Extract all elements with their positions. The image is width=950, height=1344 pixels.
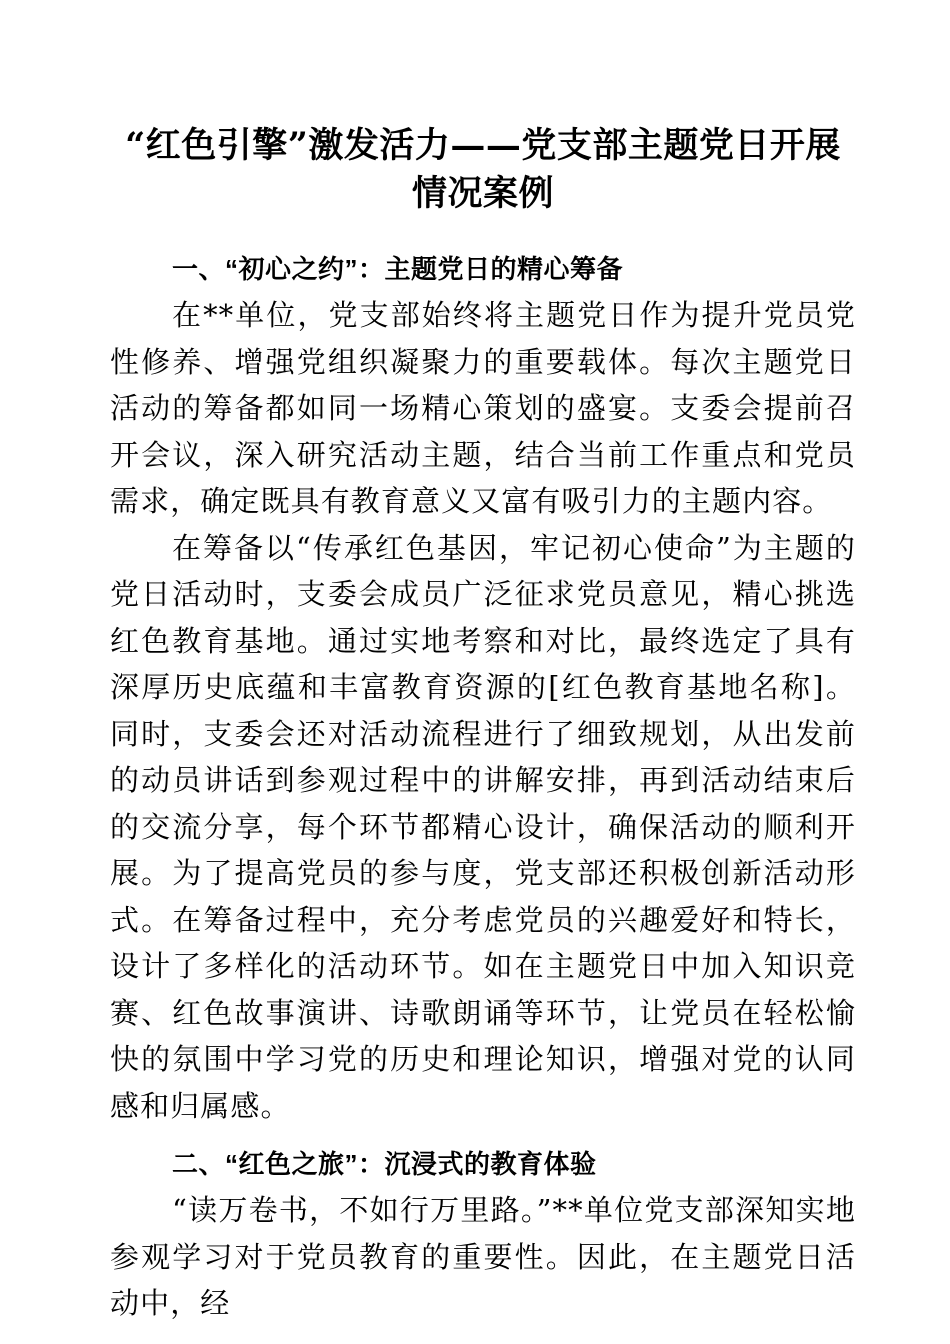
paragraph: 在筹备以“传承红色基因，牢记初心使命”为主题的党日活动时，支委会成员广泛征求党员意见，精心挑选红色教育基地。通过实地考察和对比，最终选定了具有深厚历史底蕴和丰富教育资源的[红色教育基地名称]。同时，支委会还对活动流程进行了细致规划，从出发前的动员讲话到参观过程中的讲解安排，再到活动结束后的交流分享，每个环节都精心设计，确保活动的顺利开展。为了提高党员的参与度，党支部还积极创新活动形式。在筹备过程中，充分考虑党员的兴趣爱好和特长，设计了多样化的活动环节。如在主题党日中加入知识竞赛、红色故事演讲、诗歌朗诵等环节，让党员在轻松愉快的氛围中学习党的历史和理论知识，增强对党的认同感和归属感。 [110, 530, 856, 1123]
paragraph: 在**单位，党支部始终将主题党日作为提升党员党性修养、增强党组织凝聚力的重要载体。每次主题党日活动的筹备都如同一场精心策划的盛宴。支委会提前召开会议，深入研究活动主题，结合当前工作重点和党员需求，确定既具有教育意义又富有吸引力的主题内容。 [110, 298, 856, 518]
section-heading-2: 二、“红色之旅”：沉浸式的教育体验 [172, 1149, 597, 1179]
document-title: “红色引擎”激发活力——党支部主题党日开展情况案例 [125, 125, 841, 214]
document-body [110, 0, 856, 1327]
section-heading-1: 一、“初心之约”：主题党日的精心筹备 [172, 254, 624, 284]
paragraph: “读万卷书，不如行万里路。”**单位党支部深知实地参观学习对于党员教育的重要性。因此，在主题党日活动中，经 [110, 1193, 856, 1320]
